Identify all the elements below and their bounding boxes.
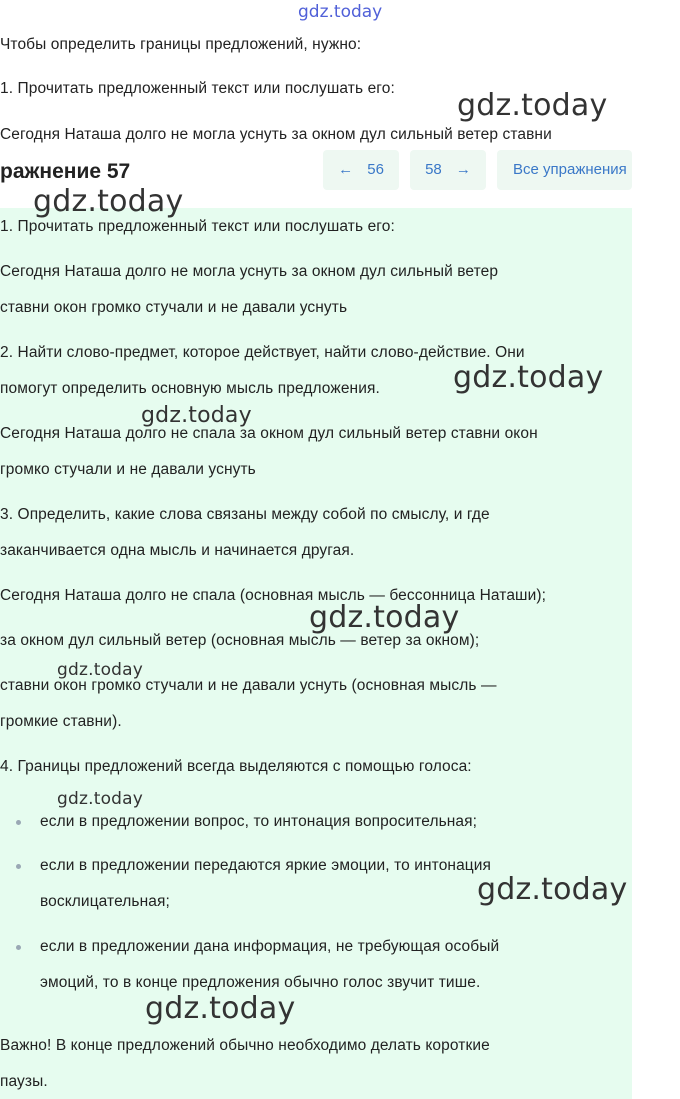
watermark: gdz.today (453, 360, 604, 395)
watermark: gdz.today (457, 88, 608, 123)
top-watermark: gdz.today (298, 2, 383, 22)
arrow-right-icon: → (455, 161, 471, 178)
intro-line-1: Чтобы определить границы предложений, нужно: (0, 36, 362, 53)
note-line-2: паузы. (0, 1073, 48, 1090)
step-3-line-1: 3. Определить, какие слова связаны между собой по смыслу, и где (0, 506, 490, 523)
bullet-3-line-1: если в предложении дана информация, не требующая особый (40, 938, 500, 955)
bullet-dot-icon (16, 945, 21, 950)
step-3-example-line-2: за окном дул сильный ветер (основная мысль — ветер за окном); (0, 632, 480, 649)
step-3-example-line-4: громкие ставни). (0, 713, 122, 730)
intro-line-2: 1. Прочитать предложенный текст или послушать его: (0, 80, 395, 97)
step-2-example-line-2: громко стучали и не давали уснуть (0, 461, 256, 478)
bullet-1: если в предложении вопрос, то интонация вопросительная; (40, 813, 478, 830)
step-3-example-line-3: ставни окон громко стучали и не давали уснуть (основная мысль — (0, 677, 497, 694)
bullet-2-line-2: восклицательная; (40, 893, 170, 910)
bullet-2-line-1: если в предложении передаются яркие эмоции, то интонация (40, 857, 492, 874)
bullet-dot-icon (16, 864, 21, 869)
step-1: 1. Прочитать предложенный текст или послушать его: (0, 218, 395, 235)
next-exercise-label: 58 (425, 161, 442, 178)
next-exercise-button[interactable] (410, 150, 486, 190)
watermark: gdz.today (309, 600, 460, 635)
bullet-3-line-2: эмоций, то в конце предложения обычно голос звучит тише. (40, 974, 481, 991)
watermark: gdz.today (145, 991, 296, 1026)
note-line-1: Важно! В конце предложений обычно необходимо делать короткие (0, 1037, 490, 1054)
step-2-example-line-1: Сегодня Наташа долго не спала за окном дул сильный ветер ставни окон (0, 425, 538, 442)
step-1-example-line-1: Сегодня Наташа долго не могла уснуть за окном дул сильный ветер (0, 263, 499, 280)
exercise-title: ражнение 57 (0, 160, 131, 183)
all-exercises-button[interactable] (497, 150, 632, 190)
watermark: gdz.today (57, 789, 144, 809)
all-exercises-label: Все упражнения (513, 161, 627, 178)
step-1-example-line-2: ставни окон громко стучали и не давали уснуть (0, 299, 348, 316)
watermark: gdz.today (141, 403, 252, 428)
bullet-dot-icon (16, 820, 21, 825)
watermark: gdz.today (33, 184, 184, 219)
watermark: gdz.today (477, 872, 628, 907)
prev-exercise-button[interactable] (323, 150, 399, 190)
arrow-left-icon: ← (338, 161, 354, 178)
step-3-line-2: заканчивается одна мысль и начинается другая. (0, 542, 355, 559)
prev-exercise-label: 56 (367, 161, 384, 178)
step-2-line-1: 2. Найти слово-предмет, которое действует, найти слово-действие. Они (0, 344, 525, 361)
step-3-example-line-1: Сегодня Наташа долго не спала (основная мысль — бессонница Наташи); (0, 587, 547, 604)
watermark: gdz.today (57, 660, 144, 680)
step-2-line-2: помогут определить основную мысль предложения. (0, 380, 380, 397)
intro-line-3: Сегодня Наташа долго не могла уснуть за окном дул сильный ветер ставни (0, 126, 552, 143)
answer-panel (0, 208, 632, 1099)
step-4: 4. Границы предложений всегда выделяются с помощью голоса: (0, 758, 472, 775)
